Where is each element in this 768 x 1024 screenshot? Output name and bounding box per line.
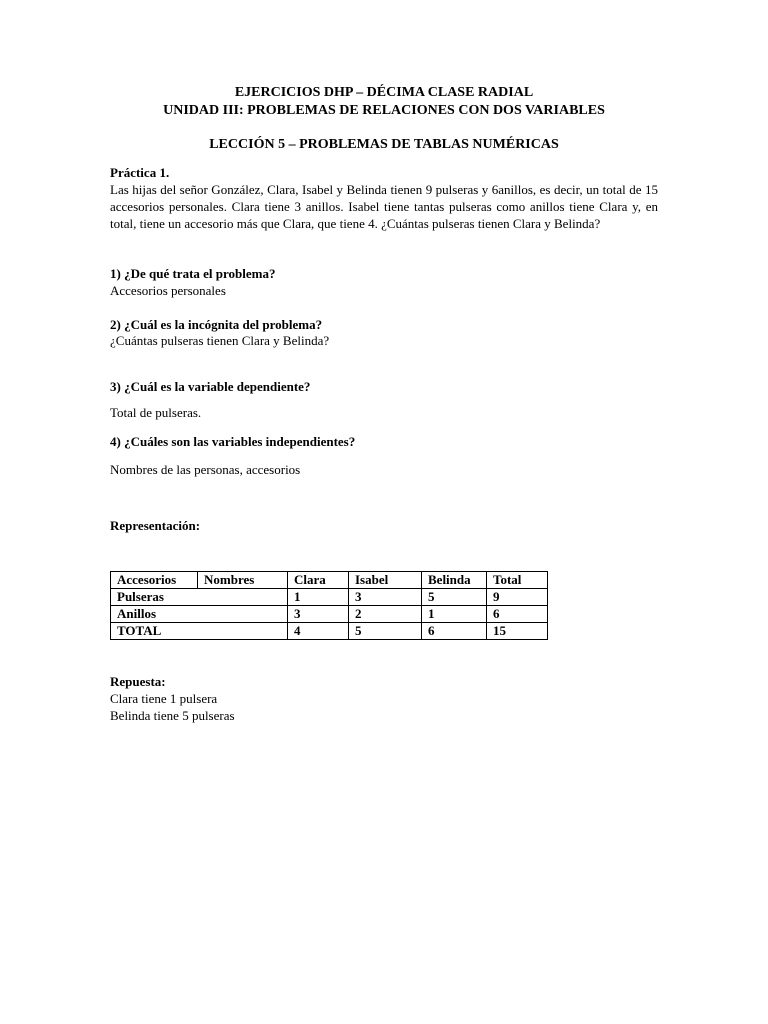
table-cell: 5 — [349, 623, 422, 640]
question-3: 3) ¿Cuál es la variable dependiente? — [110, 379, 311, 394]
answer-line-2: Belinda tiene 5 pulseras — [110, 708, 235, 723]
answer-3: Total de pulseras. — [110, 405, 202, 420]
row-label: TOTAL — [111, 623, 288, 640]
table-cell: 6 — [487, 606, 548, 623]
table-cell: 6 — [422, 623, 487, 640]
table-cell: 2 — [349, 606, 422, 623]
lesson-title: LECCIÓN 5 – PROBLEMAS DE TABLAS NUMÉRICAS — [209, 137, 559, 152]
answer-1: Accesorios personales — [110, 283, 226, 298]
table-row — [111, 606, 548, 623]
table-row — [111, 623, 548, 640]
table-cell: 4 — [288, 623, 349, 640]
representation-label: Representación: — [110, 518, 201, 533]
question-4: 4) ¿Cuáles son las variables independientes? — [110, 434, 356, 449]
table-cell: 5 — [422, 589, 487, 606]
header-cell: Clara — [288, 572, 349, 589]
header-cell: Isabel — [349, 572, 422, 589]
practice-title: Práctica 1. — [110, 165, 170, 180]
header-cell: Accesorios — [111, 572, 198, 589]
answer-title: Repuesta: — [110, 674, 166, 689]
header-cell: Belinda — [422, 572, 487, 589]
table-cell: 1 — [288, 589, 349, 606]
question-2: 2) ¿Cuál es la incógnita del problema? — [110, 317, 323, 332]
answer-2: ¿Cuántas pulseras tienen Clara y Belinda? — [110, 333, 330, 348]
answer-line-1: Clara tiene 1 pulsera — [110, 691, 218, 706]
table-cell: 3 — [288, 606, 349, 623]
table-cell: 15 — [487, 623, 548, 640]
question-1: 1) ¿De qué trata el problema? — [110, 266, 276, 281]
row-label: Pulseras — [111, 589, 288, 606]
header-cell: Nombres — [198, 572, 288, 589]
table-header-row — [111, 572, 548, 589]
practice-statement: Las hijas del señor González, Clara, Isabel y Belinda tienen 9 pulseras y 6anillos, es decir, un total de 15 accesorios personales. Clara tiene 3 anillos. Isabel tiene tantas pulseras como anillos tiene Clara y, en total, tiene un accesorio más que Clara, que tiene 4. ¿Cuántas pulseras tienen Clara y Belinda? — [110, 182, 658, 231]
answer-4: Nombres de las personas, accesorios — [110, 462, 301, 477]
accessories-table — [110, 571, 548, 640]
table-cell: 1 — [422, 606, 487, 623]
table-cell: 9 — [487, 589, 548, 606]
header-cell: Total — [487, 572, 548, 589]
row-label: Anillos — [111, 606, 288, 623]
table-cell: 3 — [349, 589, 422, 606]
unit-title: UNIDAD III: PROBLEMAS DE RELACIONES CON DOS VARIABLES — [163, 103, 605, 118]
table-row — [111, 589, 548, 606]
document-title: EJERCICIOS DHP – DÉCIMA CLASE RADIAL — [234, 85, 534, 100]
